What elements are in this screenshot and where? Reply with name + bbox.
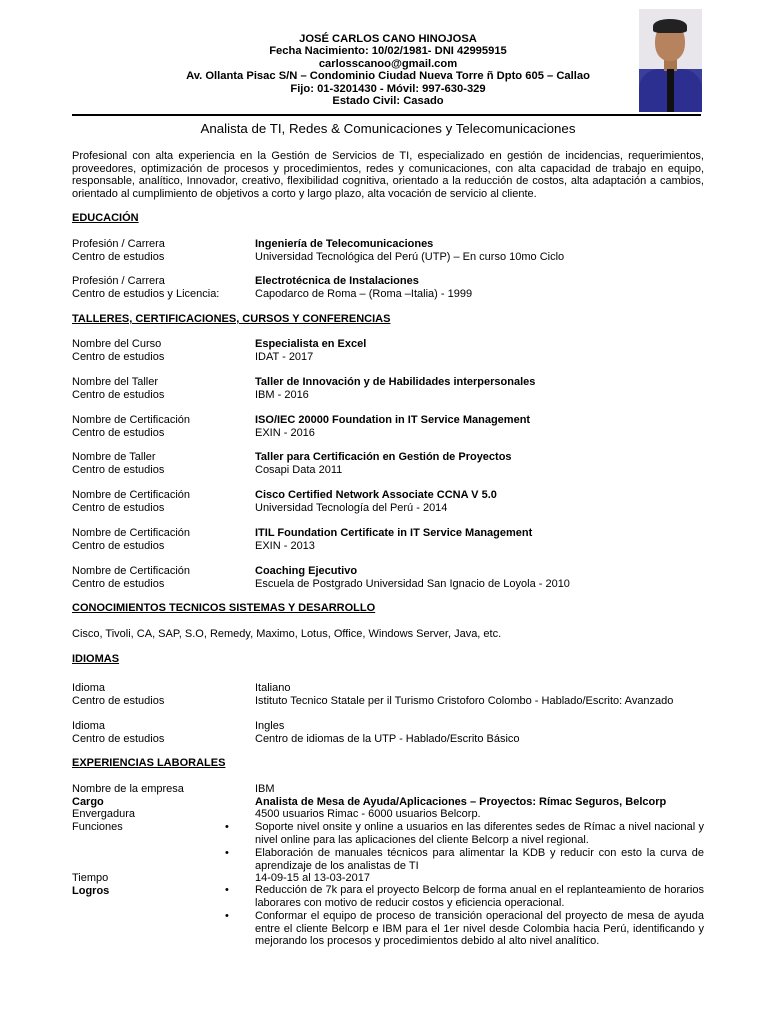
entry-value: Especialista en Excel — [255, 338, 367, 350]
time-value: 14-09-15 al 13-03-2017 — [255, 872, 370, 884]
entry-value: Italiano — [255, 682, 291, 694]
entry-value: Capodarco de Roma – (Roma –Italia) - 1999 — [255, 287, 473, 300]
entry-value: Electrotécnica de Instalaciones — [255, 275, 419, 287]
entry-label: Nombre de Certificación — [72, 414, 190, 426]
languages-heading: IDIOMAS — [72, 653, 120, 665]
entry-label: Centro de estudios — [72, 388, 165, 401]
entry-label: Centro de estudios y Licencia: — [72, 287, 220, 300]
entry-label: Profesión / Carrera — [72, 238, 165, 250]
entry-label: Nombre de Taller — [72, 451, 156, 463]
entry-label: Centro de estudios — [72, 577, 165, 590]
entry-label: Profesión / Carrera — [72, 275, 165, 287]
entry-label: Nombre del Taller — [72, 376, 159, 388]
entry-value: Taller para Certificación en Gestión de Proyectos — [255, 451, 512, 463]
size-label: Envergadura — [72, 808, 135, 821]
entry-label: Nombre de Certificación — [72, 565, 190, 577]
role-label: Cargo — [72, 795, 104, 808]
role-value: Analista de Mesa de Ayuda/Aplicaciones – Proyectos: Rímac Seguros, Belcorp — [255, 795, 667, 808]
home-address: Av. Ollanta Pisac S/N – Condominio Ciudad Nueva Torre ñ Dpto 605 – Callao — [186, 70, 590, 83]
candidate-name: JOSÉ CARLOS CANO HINOJOSA — [299, 33, 477, 45]
contact-header — [140, 33, 636, 107]
achievements-label: Logros — [72, 884, 110, 897]
professional-title: Analista de TI, Redes & Comunicaciones y Telecomunicaciones — [200, 121, 576, 136]
experience-heading: EXPERIENCIAS LABORALES — [72, 757, 226, 769]
entry-label: Centro de estudios — [72, 539, 165, 552]
entry-value: Universidad Tecnología del Perú - 2014 — [255, 501, 448, 514]
entry-label: Centro de estudios — [72, 501, 165, 514]
civil-status: Estado Civil: Casado — [332, 95, 444, 108]
function-text: Elaboración de manuales técnicos para alimentar la KDB y reducir con esto la curva de aprendizaje de los analistas de TI — [255, 847, 704, 872]
size-value: 4500 usuarios Rimac - 6000 usuarios Belcorp. — [255, 808, 481, 821]
entry-value: EXIN - 2016 — [255, 426, 315, 439]
entry-label: Centro de estudios — [72, 426, 165, 439]
functions-label: Funciones — [72, 820, 123, 833]
entry-label: Centro de estudios — [72, 463, 165, 476]
entry-label: Idioma — [72, 720, 106, 732]
time-label: Tiempo — [72, 872, 109, 884]
bullet-icon: • — [225, 821, 229, 833]
profile-photo — [639, 9, 702, 112]
entry-value: Ingeniería de Telecomunicaciones — [255, 238, 434, 250]
entry-value: Istituto Tecnico Statale per il Turismo Cristoforo Colombo - Hablado/Escrito: Avanzado — [255, 694, 674, 707]
entry-value: Ingles — [255, 720, 285, 732]
tech-skills: Cisco, Tivoli, CA, SAP, S.O, Remedy, Maximo, Lotus, Office, Windows Server, Java, etc. — [72, 628, 502, 640]
education-heading: EDUCACIÓN — [72, 212, 139, 224]
entry-value: IDAT - 2017 — [255, 350, 314, 363]
entry-label: Centro de estudios — [72, 732, 165, 745]
courses-heading: TALLERES, CERTIFICACIONES, CURSOS Y CONFERENCIAS — [72, 313, 391, 325]
entry-label: Nombre de Certificación — [72, 527, 190, 539]
company-value: IBM — [255, 783, 275, 795]
entry-value: Centro de idiomas de la UTP - Hablado/Escrito Básico — [255, 732, 520, 745]
entry-value: ITIL Foundation Certificate in IT Service Management — [255, 527, 533, 539]
bullet-icon: • — [225, 884, 229, 896]
entry-value: Coaching Ejecutivo — [255, 565, 358, 577]
header-divider — [72, 114, 701, 116]
entry-value: IBM - 2016 — [255, 388, 309, 401]
entry-value: EXIN - 2013 — [255, 539, 315, 552]
entry-label: Centro de estudios — [72, 350, 165, 363]
bullet-icon: • — [225, 910, 229, 922]
entry-value: Universidad Tecnológica del Perú (UTP) – En curso 10mo Ciclo — [255, 250, 565, 263]
email-address[interactable]: carlosscanoo@gmail.com — [318, 57, 458, 70]
entry-label: Idioma — [72, 682, 106, 694]
entry-label: Centro de estudios — [72, 694, 165, 707]
achievement-text: Conformar el equipo de proceso de transición operacional del proyecto de mesa de ayuda entre el cliente Belcorp e IBM para el 1er nivel desde Colombia hacia Perú, identificando y mejorando los procesos y procedimientos debido al alto nivel analítico. — [255, 910, 704, 948]
phone-numbers: Fijo: 01-3201430 - Móvil: 997-630-329 — [290, 82, 486, 95]
entry-value: ISO/IEC 20000 Foundation in IT Service Management — [255, 414, 531, 426]
entry-value: Cisco Certified Network Associate CCNA V 5.0 — [255, 489, 497, 501]
bullet-icon: • — [225, 847, 229, 859]
entry-label: Centro de estudios — [72, 250, 165, 263]
entry-label: Nombre de Certificación — [72, 489, 190, 501]
function-text: Soporte nivel onsite y online a usuarios en las diferentes sedes de Rímac a nivel nacional y nivel online para las aplicaciones del cliente Belcorp a nivel regional. — [255, 821, 704, 846]
achievement-text: Reducción de 7k para el proyecto Belcorp de forma anual en el replanteamiento de horarios laborares con motivo de reducir costos y eficiencia operacional. — [255, 884, 704, 909]
entry-value: Cosapi Data 2011 — [255, 463, 343, 476]
company-label: Nombre de la empresa — [72, 783, 184, 795]
profile-summary: Profesional con alta experiencia en la Gestión de Servicios de TI, especializado en gestión de incidencias, requerimientos, proveedores, optimización de procesos y procedimientos, redes y comunicaciones, con alta capacidad de trabajo en equipo, responsable, analítico, Innovador, creativo, flexibilidad cognitiva, orientado a la reducción de costos, alta adaptación a cambios, orientado al cumplimiento de objetivos a corto y largo plazo, alta vocación de servicio al cliente. — [72, 150, 704, 200]
birth-and-id: Fecha Nacimiento: 10/02/1981- DNI 42995915 — [269, 45, 507, 58]
entry-label: Nombre del Curso — [72, 338, 162, 350]
entry-value: Escuela de Postgrado Universidad San Ignacio de Loyola - 2010 — [255, 577, 570, 590]
tech-heading: CONOCIMIENTOS TECNICOS SISTEMAS Y DESARROLLO — [72, 602, 376, 614]
entry-value: Taller de Innovación y de Habilidades interpersonales — [255, 376, 536, 388]
